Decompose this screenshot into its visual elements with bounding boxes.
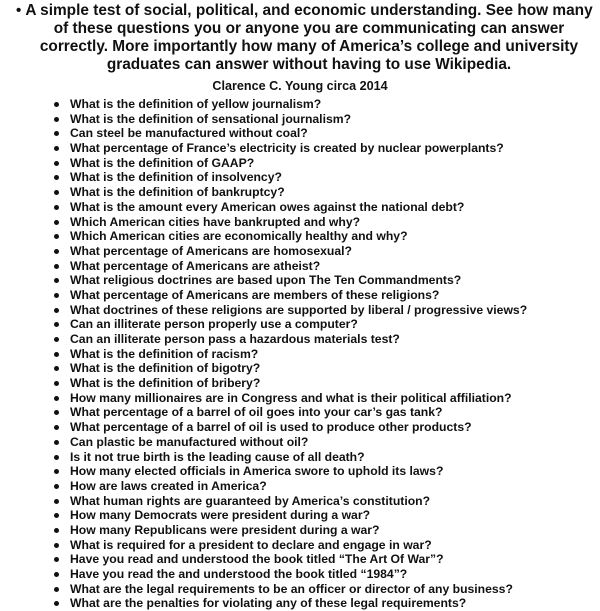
bullet-icon [54,572,59,577]
bullet-icon [54,484,59,489]
bullet-icon [54,381,59,386]
bullet-icon [54,293,59,298]
list-item [52,332,597,347]
question-text: What is the definition of sensational journalism? [70,111,352,126]
bullet-icon [54,131,59,136]
question-text: How are laws created in America? [70,478,267,493]
author-line: Clarence C. Young circa 2014 [212,79,388,93]
question-text: What percentage of a barrel of oil is used to produce other products? [70,420,472,435]
question-text: What is the definition of bigotry? [70,361,261,376]
question-text: Which American cities are economically healthy and why? [70,229,408,244]
bullet-icon [54,469,59,474]
question-text: What percentage of France’s electricity is created by nuclear powerplants? [70,141,504,156]
question-text: What human rights are guaranteed by America’s constitution? [70,493,431,508]
list-item [52,273,597,288]
question-text: What percentage of Americans are atheist? [70,258,321,273]
question-text: How many millionaires are in Congress and what is their political affiliation? [70,390,512,405]
list-item [52,450,597,465]
list-item [52,376,597,391]
intro-bullet: • [16,2,22,19]
question-text: Can an illiterate person properly use a computer? [70,317,358,332]
bullet-icon [54,308,59,313]
question-text: How many Democrats were president during a war? [70,508,371,523]
question-text: What is required for a president to declare and engage in war? [70,537,432,552]
bullet-icon [54,352,59,357]
list-item [52,464,597,479]
question-text: Have you read and understood the book titled “The Art Of War”? [70,552,444,567]
bullet-icon [54,249,59,254]
bullet-icon [54,175,59,180]
bullet-icon [54,337,59,342]
list-item [52,582,597,597]
question-text: Can steel be manufactured without coal? [70,126,308,141]
bullet-icon [54,322,59,327]
question-list [52,97,597,611]
list-item [52,200,597,215]
question-text: What is the definition of yellow journalism? [70,97,322,111]
list-item [52,479,597,494]
bullet-icon [54,601,59,606]
list-item [52,215,597,230]
question-text: What religious doctrines are based upon The Ten Commandments? [70,273,462,288]
bullet-icon [54,410,59,415]
bullet-icon [54,499,59,504]
question-text: What is the amount every American owes against the national debt? [70,199,465,214]
question-text: What are the legal requirements to be an officer or director of any business? [70,581,513,596]
list-item [52,303,597,318]
list-item [52,508,597,523]
bullet-icon [54,425,59,430]
bullet-icon [54,264,59,269]
list-item [52,229,597,244]
list-item [52,185,597,200]
list-item [52,244,597,259]
question-text: How many Republicans were president during a war? [70,522,380,537]
list-item [52,538,597,553]
bullet-icon [54,587,59,592]
list-item [52,361,597,376]
list-item [52,259,597,274]
list-item [52,347,597,362]
list-item [52,126,597,141]
bullet-icon [54,543,59,548]
list-item [52,523,597,538]
question-text: What percentage of Americans are homosexual? [70,243,352,258]
bullet-icon [54,455,59,460]
intro-paragraph [14,2,594,74]
bullet-icon [54,102,59,107]
question-text: What is the definition of GAAP? [70,155,255,170]
question-text: What are the penalties for violating any of these legal requirements? [70,596,467,611]
bullet-icon [54,440,59,445]
question-text: What is the definition of bribery? [70,376,261,391]
bullet-icon [54,161,59,166]
list-item [52,567,597,582]
question-text: What is the definition of racism? [70,346,259,361]
bullet-icon [54,396,59,401]
question-text: Is it not true birth is the leading cause of all death? [70,449,365,464]
bullet-icon [54,146,59,151]
list-item [52,141,597,156]
list-item [52,170,597,185]
intro-text: A simple test of social, political, and economic understanding. See how many of these questions you or anyone you are communicating can answer correctly. More importantly how many of America’s college and university graduates can answer without having to use Wikipedia. [25,2,593,73]
question-text: What is the definition of bankruptcy? [70,185,285,200]
bullet-icon [54,366,59,371]
question-text: How many elected officials in America swore to uphold its laws? [70,464,444,479]
question-text: Which American cities have bankrupted and why? [70,214,361,229]
list-item [52,435,597,450]
list-item [52,112,597,127]
list-item [52,391,597,406]
list-item [52,97,597,112]
list-item [52,552,597,567]
question-text: Can an illiterate person pass a hazardous materials test? [70,332,400,346]
question-text: What percentage of Americans are members of these religions? [70,287,440,302]
question-text: What is the definition of insolvency? [70,170,282,185]
question-text: What doctrines of these religions are supported by liberal / progressive views? [70,302,528,317]
bullet-icon [54,513,59,518]
bullet-icon [54,117,59,122]
bullet-icon [54,190,59,195]
bullet-icon [54,205,59,210]
list-item [52,156,597,171]
list-item [52,317,597,332]
question-text: Can plastic be manufactured without oil? [70,434,309,449]
list-item [52,420,597,435]
list-item [52,596,597,611]
list-item [52,494,597,509]
question-text: What percentage of a barrel of oil goes into your car’s gas tank? [70,405,443,420]
bullet-icon [54,528,59,533]
bullet-icon [54,557,59,562]
list-item [52,405,597,420]
list-item [52,288,597,303]
bullet-icon [54,234,59,239]
bullet-icon [54,220,59,225]
bullet-icon [54,278,59,283]
question-text: Have you read the and understood the book titled “1984”? [70,567,408,581]
